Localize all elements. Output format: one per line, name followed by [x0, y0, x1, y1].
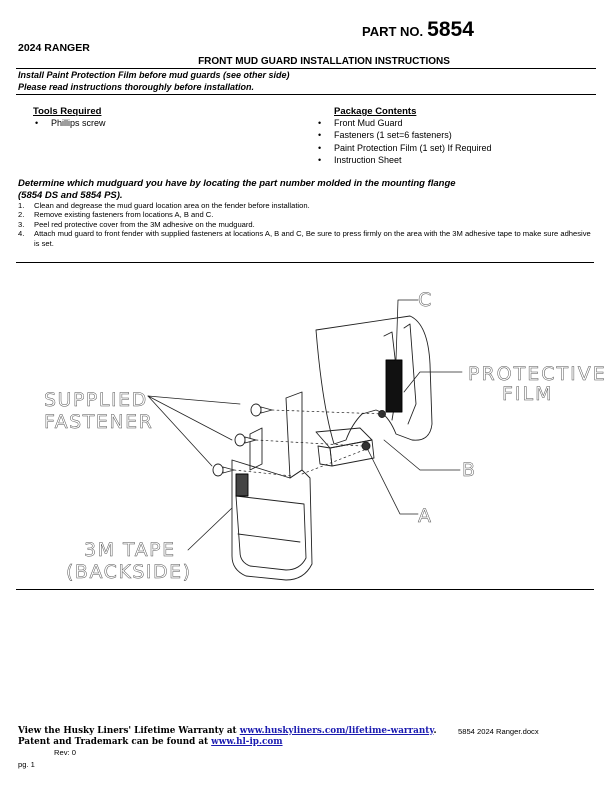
installation-diagram: [0, 264, 612, 588]
warranty-line: View the Husky Liners' Lifetime Warranty at www.huskyliners.com/lifetime-warranty.: [18, 726, 437, 736]
step-item: 2. Remove existing fasteners from locations A, B and C.: [18, 210, 214, 220]
patent-link[interactable]: www.hl-ip.com: [211, 737, 283, 747]
label-film: FILM: [502, 383, 554, 405]
list-item: • Fasteners (1 set=6 fasteners): [316, 129, 492, 141]
revision: Rev: 0: [54, 748, 76, 757]
list-item: • Phillips screw: [33, 117, 106, 129]
tools-list: [33, 117, 106, 129]
vehicle-title: 2024 RANGER: [18, 42, 90, 54]
label-c: C: [418, 289, 432, 311]
warranty-link[interactable]: www.huskyliners.com/lifetime-warranty: [239, 726, 434, 736]
part-number: 5854: [427, 18, 474, 41]
package-list: [316, 117, 492, 166]
package-heading: Package Contents: [334, 106, 417, 117]
note-ppf: Install Paint Protection Film before mud guards (see other side): [18, 70, 290, 80]
patent-line: Patent and Trademark can be found at www.hl-ip.com: [18, 737, 283, 747]
steps-list: [18, 201, 593, 248]
page-number: pg. 1: [18, 760, 35, 769]
tape-patch: [236, 474, 248, 496]
tools-heading: Tools Required: [33, 106, 102, 117]
label-b: B: [462, 459, 476, 481]
part-number-label: PART NO.: [362, 24, 424, 39]
tools-section: [33, 106, 106, 129]
determine-line-2: (5854 DS and 5854 PS).: [18, 189, 123, 201]
label-fastener: FASTENER: [44, 411, 154, 433]
determine-note: [18, 178, 538, 201]
file-name: 5854 2024 Ranger.docx: [458, 727, 539, 736]
protective-film-shape: [386, 360, 402, 412]
document-title: FRONT MUD GUARD INSTALLATION INSTRUCTIONS: [198, 56, 450, 67]
list-item: • Paint Protection Film (1 set) If Required: [316, 142, 492, 154]
diagram-bottom-rule: [16, 589, 594, 590]
determine-line-1: Determine which mudguard you have by locating the part number molded in the mounting flange: [18, 178, 456, 189]
note-read: Please read instructions thoroughly before installation.: [18, 82, 255, 92]
notes-divider: [16, 94, 596, 95]
step-item: 3. Peel red protective cover from the 3M adhesive on the mudguard.: [18, 219, 255, 229]
package-section: [316, 106, 492, 166]
list-item: • Front Mud Guard: [316, 117, 492, 129]
label-supplied: SUPPLIED: [44, 389, 148, 411]
part-number-heading: [362, 18, 474, 42]
fastener-shapes: [213, 404, 272, 476]
diagram-top-rule: [16, 262, 594, 263]
title-divider: [16, 68, 596, 69]
label-backside: (BACKSIDE): [66, 561, 192, 583]
label-a: A: [418, 505, 431, 527]
list-item: • Instruction Sheet: [316, 154, 492, 166]
step-item: 1. Clean and degrease the mud guard location area on the fender before installation.: [18, 201, 310, 210]
step-item: 4. Attach mud guard to front fender with supplied fasteners at locations A, B and C, Be sure to press firmly on the area with the 3M adhesive tape to make sure adhesive is set.: [18, 229, 591, 248]
label-protective: PROTECTIVE: [468, 363, 607, 385]
label-3m-tape: 3M TAPE: [84, 539, 176, 561]
mudguard-flange: [286, 392, 302, 478]
